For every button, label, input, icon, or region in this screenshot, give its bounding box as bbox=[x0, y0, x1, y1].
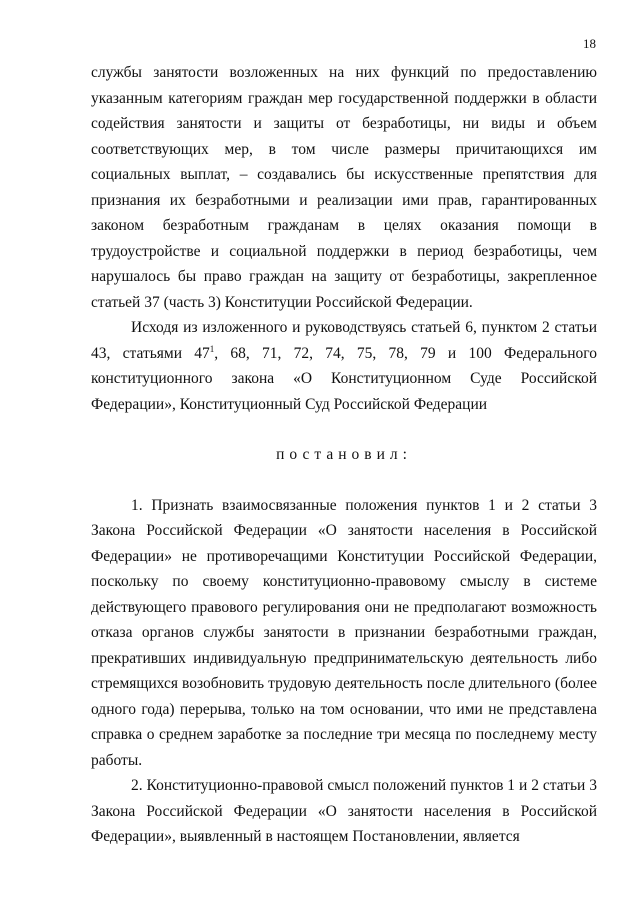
paragraph-decision-point-2: 2. Конституционно-правовой смысл положений пунктов 1 и 2 статьи 3 Закона Российской Федерации «О занятости населения в Российской Федерации», выявленный в настоящем Постановлении, является bbox=[91, 777, 597, 845]
paragraph-decision-point-1: 1. Признать взаимосвязанные положения пунктов 1 и 2 статьи 3 Закона Российской Федерации «О занятости населения в Российской Федерации» не противоречащими Конституции Российской Федерации, поскольку по своему конституционно-правовому смыслу в системе действующего правового регулирования они не предполагают возможность отказа органов службы занятости в признании безработными граждан, прекративших индивидуальную предпринимательскую деятельность либо стремящихся возобновить трудовую деятельность после длительного (более одного года) перерыва, только на том основании, что ими не представлена справка о среднем заработке за последние три месяца по последнему месту работы. bbox=[91, 496, 597, 769]
legal-basis-text-end: , 68, 71, 72, 74, 75, 78, 79 и 100 Федерального конституционного закона «О Конституционном Суде Российской Федерации», Конституционный Суд Российской Федерации bbox=[91, 344, 597, 413]
legal-basis-text-start: Исходя из изложенного и руководствуясь статьей 6, пунктом 2 статьи 43, статьями 47 bbox=[91, 319, 597, 362]
document-body bbox=[91, 60, 597, 850]
paragraph-legal-basis bbox=[91, 315, 597, 417]
decision-title: постановил: bbox=[276, 446, 412, 463]
page-number: 18 bbox=[583, 36, 596, 51]
paragraph-continuation: службы занятости возложенных на них функций по предоставлению указанным категориям граждан мер государственной поддержки в области содействия занятости и защиты от безработицы, ни виды и объем соответствующих мер, в том числе размеры причитающихся им социальных выплат, – создавались бы искусственные препятствия для признания их безработными и реализации ими прав, гарантированных законом безработным гражданам в целях оказания помощи в трудоустройстве и социальной поддержки в период безработицы, чем нарушалось бы право граждан на защиту от безработицы, закрепленное статьей 37 (часть 3) Конституции Российской Федерации. bbox=[91, 64, 597, 311]
article-superscript: 1 bbox=[209, 343, 215, 354]
